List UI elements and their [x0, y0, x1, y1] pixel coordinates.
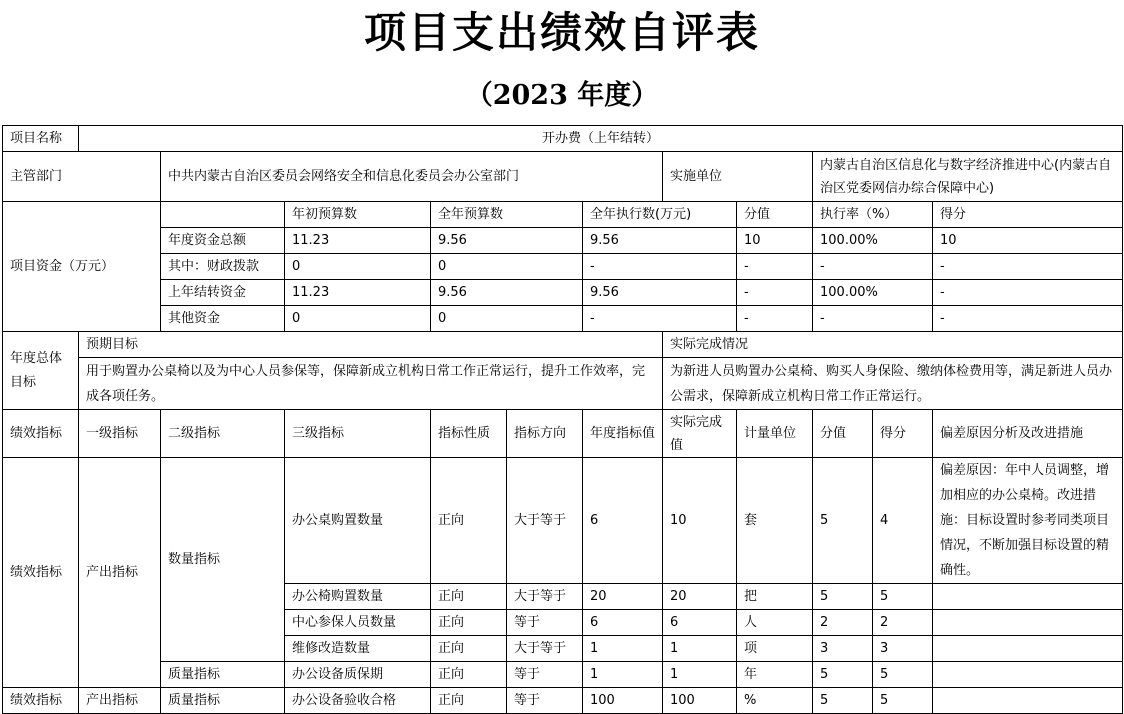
indicator-nature: 正向	[431, 636, 507, 662]
level1-indicator: 绩效指标	[3, 458, 79, 688]
indicator-name: 办公设备质保期	[285, 662, 431, 688]
indicator-nature: 正向	[431, 688, 507, 714]
indicator-header: 年度指标值	[583, 410, 663, 458]
funds-cell: 0	[285, 254, 431, 280]
deviation-note	[933, 636, 1123, 662]
level2-indicator: 产出指标	[79, 688, 161, 714]
indicator-direction: 等于	[507, 688, 583, 714]
indicator-header: 指标性质	[431, 410, 507, 458]
funds-cell: 9.56	[431, 280, 583, 306]
funds-header: 全年执行数(万元)	[583, 202, 737, 228]
indicator-header: 二级指标	[161, 410, 285, 458]
indicator-actual: 20	[663, 584, 737, 610]
funds-cell: 11.23	[285, 228, 431, 254]
funds-cell: -	[933, 280, 1123, 306]
indicator-actual: 100	[663, 688, 737, 714]
indicator-actual: 1	[663, 636, 737, 662]
indicator-name: 办公桌购置数量	[285, 458, 431, 584]
funds-header: 执行率（%）	[813, 202, 933, 228]
expected-goal-text: 用于购置办公桌椅以及为中心人员参保等，保障新成立机构日常工作正常运行，提升工作效率，完成各项任务。	[79, 358, 663, 410]
funds-cell: -	[737, 280, 813, 306]
deviation-note	[933, 584, 1123, 610]
funds-row-name: 年度资金总额	[161, 228, 285, 254]
indicator-score: 5	[873, 688, 933, 714]
indicator-unit: 把	[737, 584, 813, 610]
quality-indicator: 质量指标	[161, 688, 285, 714]
funds-cell: -	[813, 306, 933, 332]
indicator-score: 5	[873, 584, 933, 610]
indicator-nature: 正向	[431, 662, 507, 688]
indicator-points: 2	[813, 610, 873, 636]
funds-cell: -	[933, 306, 1123, 332]
indicator-target: 6	[583, 458, 663, 584]
indicator-points: 5	[813, 584, 873, 610]
dept-label: 主管部门	[3, 152, 161, 202]
indicator-score: 3	[873, 636, 933, 662]
indicator-actual: 10	[663, 458, 737, 584]
deviation-note: 偏差原因：年中人员调整，增加相应的办公桌椅。改进措施：目标设置时参考同类项目情况，不断加强目标设置的精确性。	[933, 458, 1123, 584]
funds-cell: 0	[431, 306, 583, 332]
indicator-unit: 人	[737, 610, 813, 636]
actual-goal-text: 为新进人员购置办公桌椅、购买人身保险、缴纳体检费用等，满足新进人员办公需求，保障新成立机构日常工作正常运行。	[663, 358, 1123, 410]
indicator-points: 5	[813, 458, 873, 584]
goals-label: 年度总体目标	[3, 332, 79, 410]
indicator-target: 100	[583, 688, 663, 714]
indicator-header: 偏差原因分析及改进措施	[933, 410, 1123, 458]
indicator-direction: 大于等于	[507, 584, 583, 610]
indicator-direction: 大于等于	[507, 636, 583, 662]
indicator-header: 计量单位	[737, 410, 813, 458]
indicator-name: 维修改造数量	[285, 636, 431, 662]
page-title: 项目支出绩效自评表	[363, 8, 760, 57]
indicator-name: 中心参保人员数量	[285, 610, 431, 636]
funds-row-name: 其他资金	[161, 306, 285, 332]
funds-cell: 9.56	[583, 228, 737, 254]
funds-cell: 100.00%	[813, 280, 933, 306]
funds-cell: 100.00%	[813, 228, 933, 254]
quantity-indicator: 数量指标	[161, 458, 285, 662]
indicator-header: 三级指标	[285, 410, 431, 458]
indicator-header: 指标方向	[507, 410, 583, 458]
funds-row-name: 上年结转资金	[161, 280, 285, 306]
indicator-direction: 等于	[507, 610, 583, 636]
impl-unit-value: 内蒙古自治区信息化与数字经济推进中心(内蒙古自治区党委网信办综合保障中心)	[813, 152, 1123, 202]
funds-row-name: 其中：财政拨款	[161, 254, 285, 280]
indicator-name: 办公设备验收合格	[285, 688, 431, 714]
deviation-note	[933, 662, 1123, 688]
indicator-points: 5	[813, 688, 873, 714]
indicator-nature: 正向	[431, 610, 507, 636]
funds-cell: -	[933, 254, 1123, 280]
indicator-score: 2	[873, 610, 933, 636]
expected-goal-label: 预期目标	[79, 332, 663, 358]
project-name-value: 开办费（上年结转）	[79, 126, 1123, 152]
dept-value: 中共内蒙古自治区委员会网络安全和信息化委员会办公室部门	[161, 152, 663, 202]
indicator-header: 得分	[873, 410, 933, 458]
indicator-score: 5	[873, 662, 933, 688]
evaluation-table	[2, 125, 1123, 714]
funds-cell: 10	[737, 228, 813, 254]
funds-header: 分值	[737, 202, 813, 228]
funds-header: 全年预算数	[431, 202, 583, 228]
indicator-actual: 1	[663, 662, 737, 688]
funds-cell: -	[737, 306, 813, 332]
project-name-label: 项目名称	[3, 126, 79, 152]
quality-indicator: 质量指标	[161, 662, 285, 688]
indicator-points: 5	[813, 662, 873, 688]
indicator-target: 1	[583, 636, 663, 662]
indicator-name: 办公椅购置数量	[285, 584, 431, 610]
indicator-actual: 6	[663, 610, 737, 636]
funds-cell: -	[737, 254, 813, 280]
level2-indicator: 产出指标	[79, 458, 161, 688]
deviation-note	[933, 688, 1123, 714]
funds-cell: -	[583, 306, 737, 332]
indicator-nature: 正向	[431, 458, 507, 584]
indicator-target: 1	[583, 662, 663, 688]
indicator-score: 4	[873, 458, 933, 584]
indicator-target: 6	[583, 610, 663, 636]
indicator-header: 实际完成值	[663, 410, 737, 458]
indicator-direction: 大于等于	[507, 458, 583, 584]
indicator-direction: 等于	[507, 662, 583, 688]
level1-indicator: 绩效指标	[3, 688, 79, 714]
funds-label: 项目资金（万元）	[3, 202, 161, 332]
funds-header: 年初预算数	[285, 202, 431, 228]
deviation-note	[933, 610, 1123, 636]
funds-header: 得分	[933, 202, 1123, 228]
indicator-nature: 正向	[431, 584, 507, 610]
funds-cell: 10	[933, 228, 1123, 254]
indicator-unit: 项	[737, 636, 813, 662]
funds-cell: -	[813, 254, 933, 280]
impl-unit-label: 实施单位	[663, 152, 813, 202]
funds-cell: 11.23	[285, 280, 431, 306]
indicator-target: 20	[583, 584, 663, 610]
funds-cell: 0	[431, 254, 583, 280]
funds-header-blank	[161, 202, 285, 228]
funds-cell: 9.56	[431, 228, 583, 254]
indicator-unit: %	[737, 688, 813, 714]
funds-cell: -	[583, 254, 737, 280]
funds-cell: 0	[285, 306, 431, 332]
indicator-points: 3	[813, 636, 873, 662]
indicator-header: 绩效指标	[3, 410, 79, 458]
indicator-header: 分值	[813, 410, 873, 458]
indicator-header: 一级指标	[79, 410, 161, 458]
year-subtitle: （2023 年度）	[465, 80, 659, 111]
indicator-unit: 年	[737, 662, 813, 688]
actual-goal-label: 实际完成情况	[663, 332, 1123, 358]
indicator-unit: 套	[737, 458, 813, 584]
funds-cell: 9.56	[583, 280, 737, 306]
